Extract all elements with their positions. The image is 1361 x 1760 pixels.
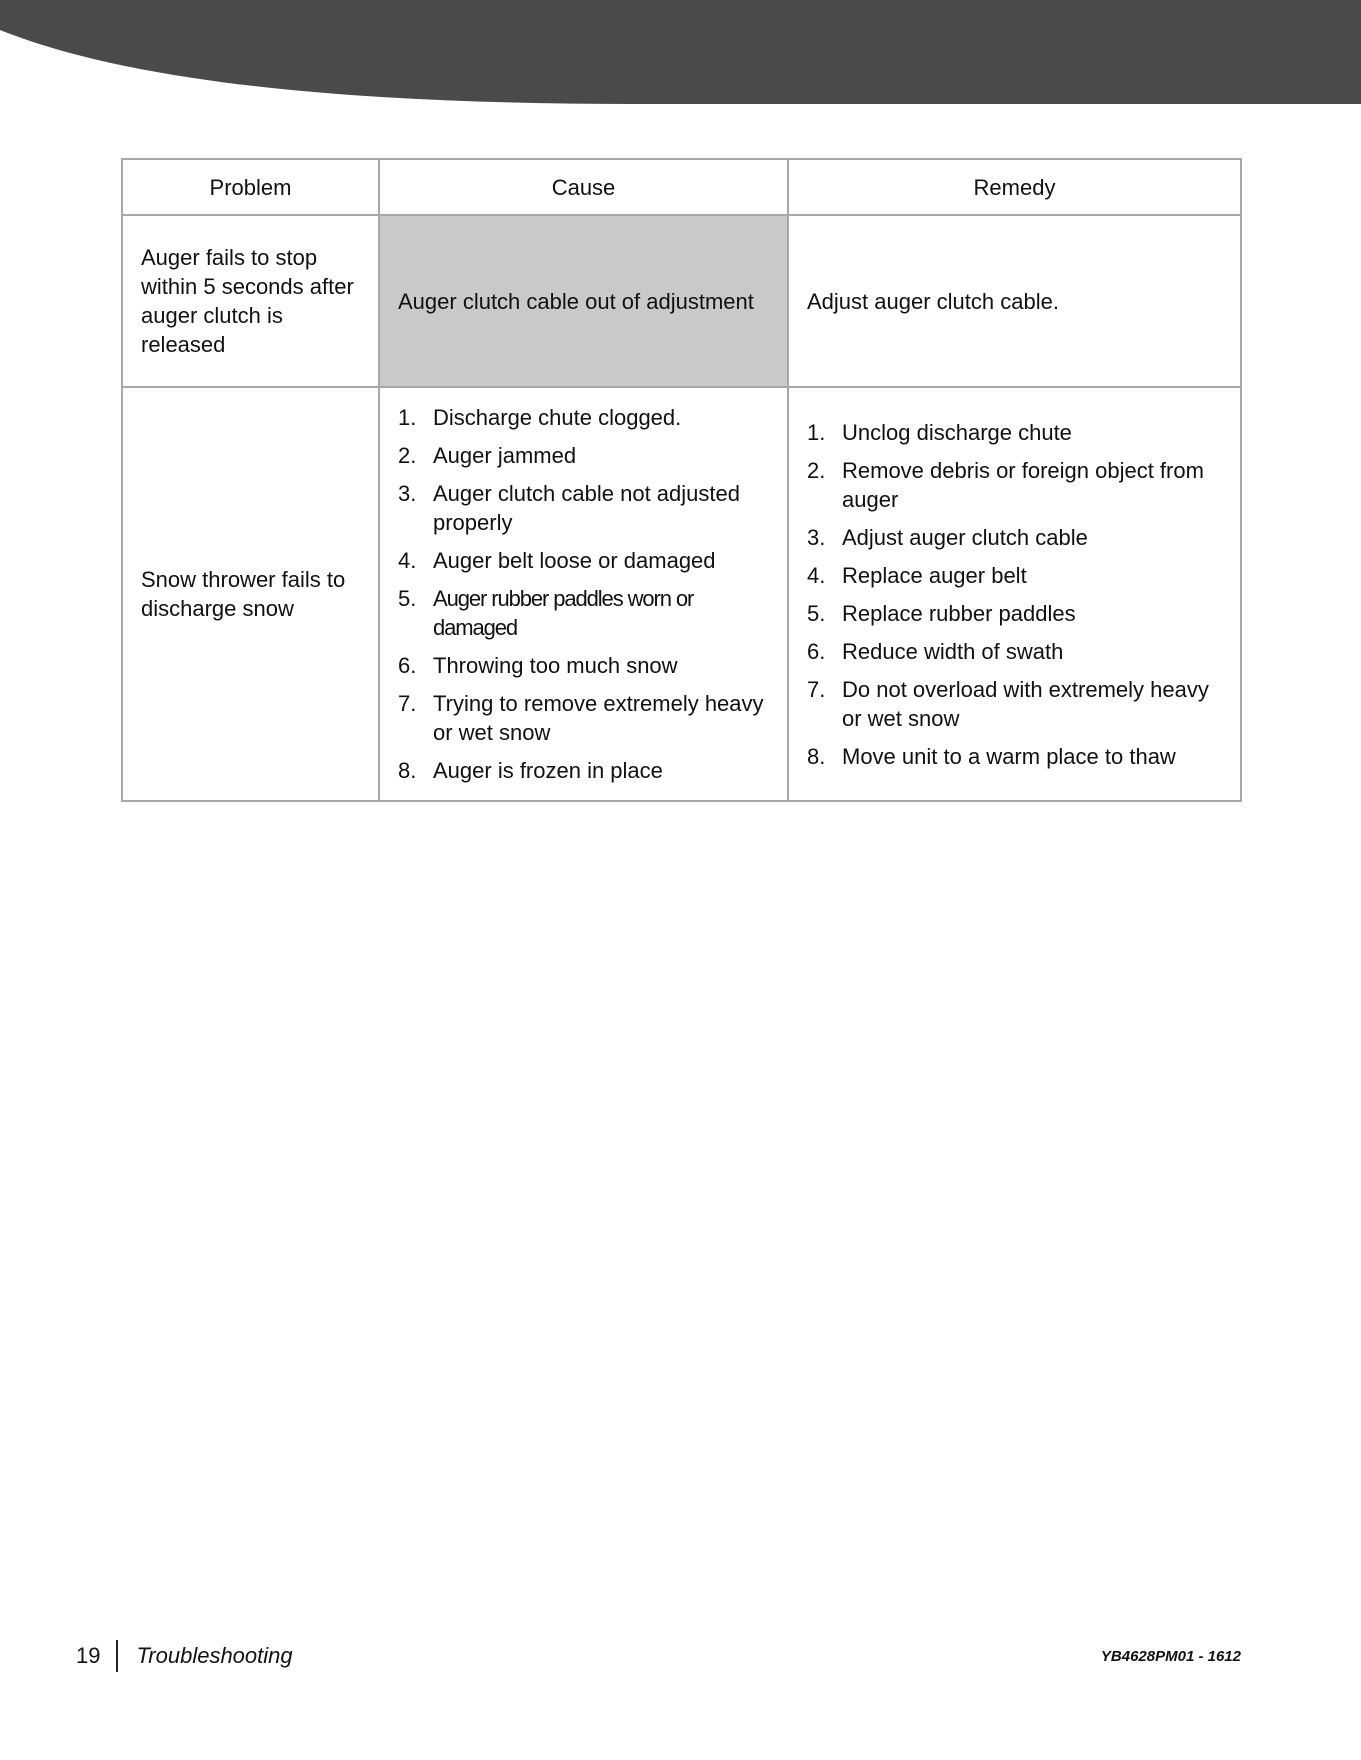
list-number: 3. — [398, 481, 417, 506]
list-number: 3. — [807, 524, 826, 550]
cause-text: Auger clutch cable out of adjustment — [398, 288, 754, 314]
list-number: 2. — [398, 443, 417, 468]
list-item — [807, 418, 1224, 447]
list-text: Adjust auger clutch cable — [842, 524, 1088, 550]
list-text: Auger clutch cable not adjusted properly — [433, 481, 740, 535]
list-number: 2. — [807, 457, 826, 483]
list-text: Auger is frozen in place — [433, 758, 663, 783]
section-title: Troubleshooting — [136, 1643, 293, 1668]
list-item — [398, 584, 771, 642]
list-number: 5. — [398, 586, 417, 611]
remedy-text: Adjust auger clutch cable. — [807, 288, 1059, 314]
header-cause: Cause — [379, 159, 788, 215]
list-number: 7. — [807, 676, 826, 702]
list-item — [807, 599, 1224, 628]
list-number: 7. — [398, 691, 417, 716]
list-item — [398, 756, 771, 785]
list-item — [807, 742, 1224, 771]
list-number: 4. — [807, 562, 826, 588]
list-text: Auger belt loose or damaged — [433, 548, 716, 573]
list-item — [398, 403, 771, 432]
list-text: Reduce width of swath — [842, 638, 1064, 664]
list-item — [807, 523, 1224, 552]
table-row — [122, 387, 1241, 801]
list-text: Auger jammed — [433, 443, 577, 468]
list-text: Do not overload with extremely heavy or wet snow — [842, 676, 1209, 731]
list-text: Unclog discharge chute — [842, 419, 1072, 445]
list-item — [807, 561, 1224, 590]
table-row — [122, 215, 1241, 387]
list-number: 6. — [807, 638, 826, 664]
list-number: 5. — [807, 600, 826, 626]
list-text: Replace auger belt — [842, 562, 1027, 588]
list-item — [398, 546, 771, 575]
troubleshooting-table — [121, 158, 1242, 802]
remedy-cell — [788, 387, 1241, 801]
list-number: 8. — [398, 758, 417, 783]
list-text: Move unit to a warm place to thaw — [842, 743, 1176, 769]
header-problem: Problem — [122, 159, 379, 215]
list-text: Throwing too much snow — [433, 653, 678, 678]
table-header-row — [122, 159, 1241, 215]
header-band — [0, 0, 1361, 110]
problem-cell — [122, 387, 379, 801]
list-number: 1. — [398, 405, 417, 430]
remedy-list — [807, 418, 1224, 771]
list-text: Trying to remove extremely heavy or wet snow — [433, 691, 764, 745]
problem-text: Auger fails to stop within 5 seconds after auger clutch is released — [141, 245, 354, 357]
cause-cell — [379, 215, 788, 387]
list-text: Auger rubber paddles worn or damaged — [433, 586, 694, 640]
page-number: 19 — [76, 1643, 101, 1668]
list-number: 6. — [398, 653, 417, 678]
list-item — [398, 479, 771, 537]
problem-cell — [122, 215, 379, 387]
list-text: Replace rubber paddles — [842, 600, 1076, 626]
page-footer — [76, 1640, 293, 1672]
list-text: Remove debris or foreign object from auger — [842, 457, 1204, 512]
list-item — [807, 675, 1224, 733]
list-text: Discharge chute clogged. — [433, 405, 682, 430]
list-item — [398, 689, 771, 747]
list-item — [807, 456, 1224, 514]
document-code: YB4628PM01 - 1612 — [1100, 1648, 1241, 1665]
list-item — [398, 651, 771, 680]
list-item — [398, 441, 771, 470]
list-item — [807, 637, 1224, 666]
problem-text: Snow thrower fails to discharge snow — [141, 567, 346, 621]
header-remedy: Remedy — [788, 159, 1241, 215]
list-number: 1. — [807, 419, 826, 445]
remedy-cell — [788, 215, 1241, 387]
list-number: 8. — [807, 743, 826, 769]
footer-divider — [116, 1640, 118, 1672]
cause-list — [398, 403, 771, 785]
cause-cell — [379, 387, 788, 801]
list-number: 4. — [398, 548, 417, 573]
